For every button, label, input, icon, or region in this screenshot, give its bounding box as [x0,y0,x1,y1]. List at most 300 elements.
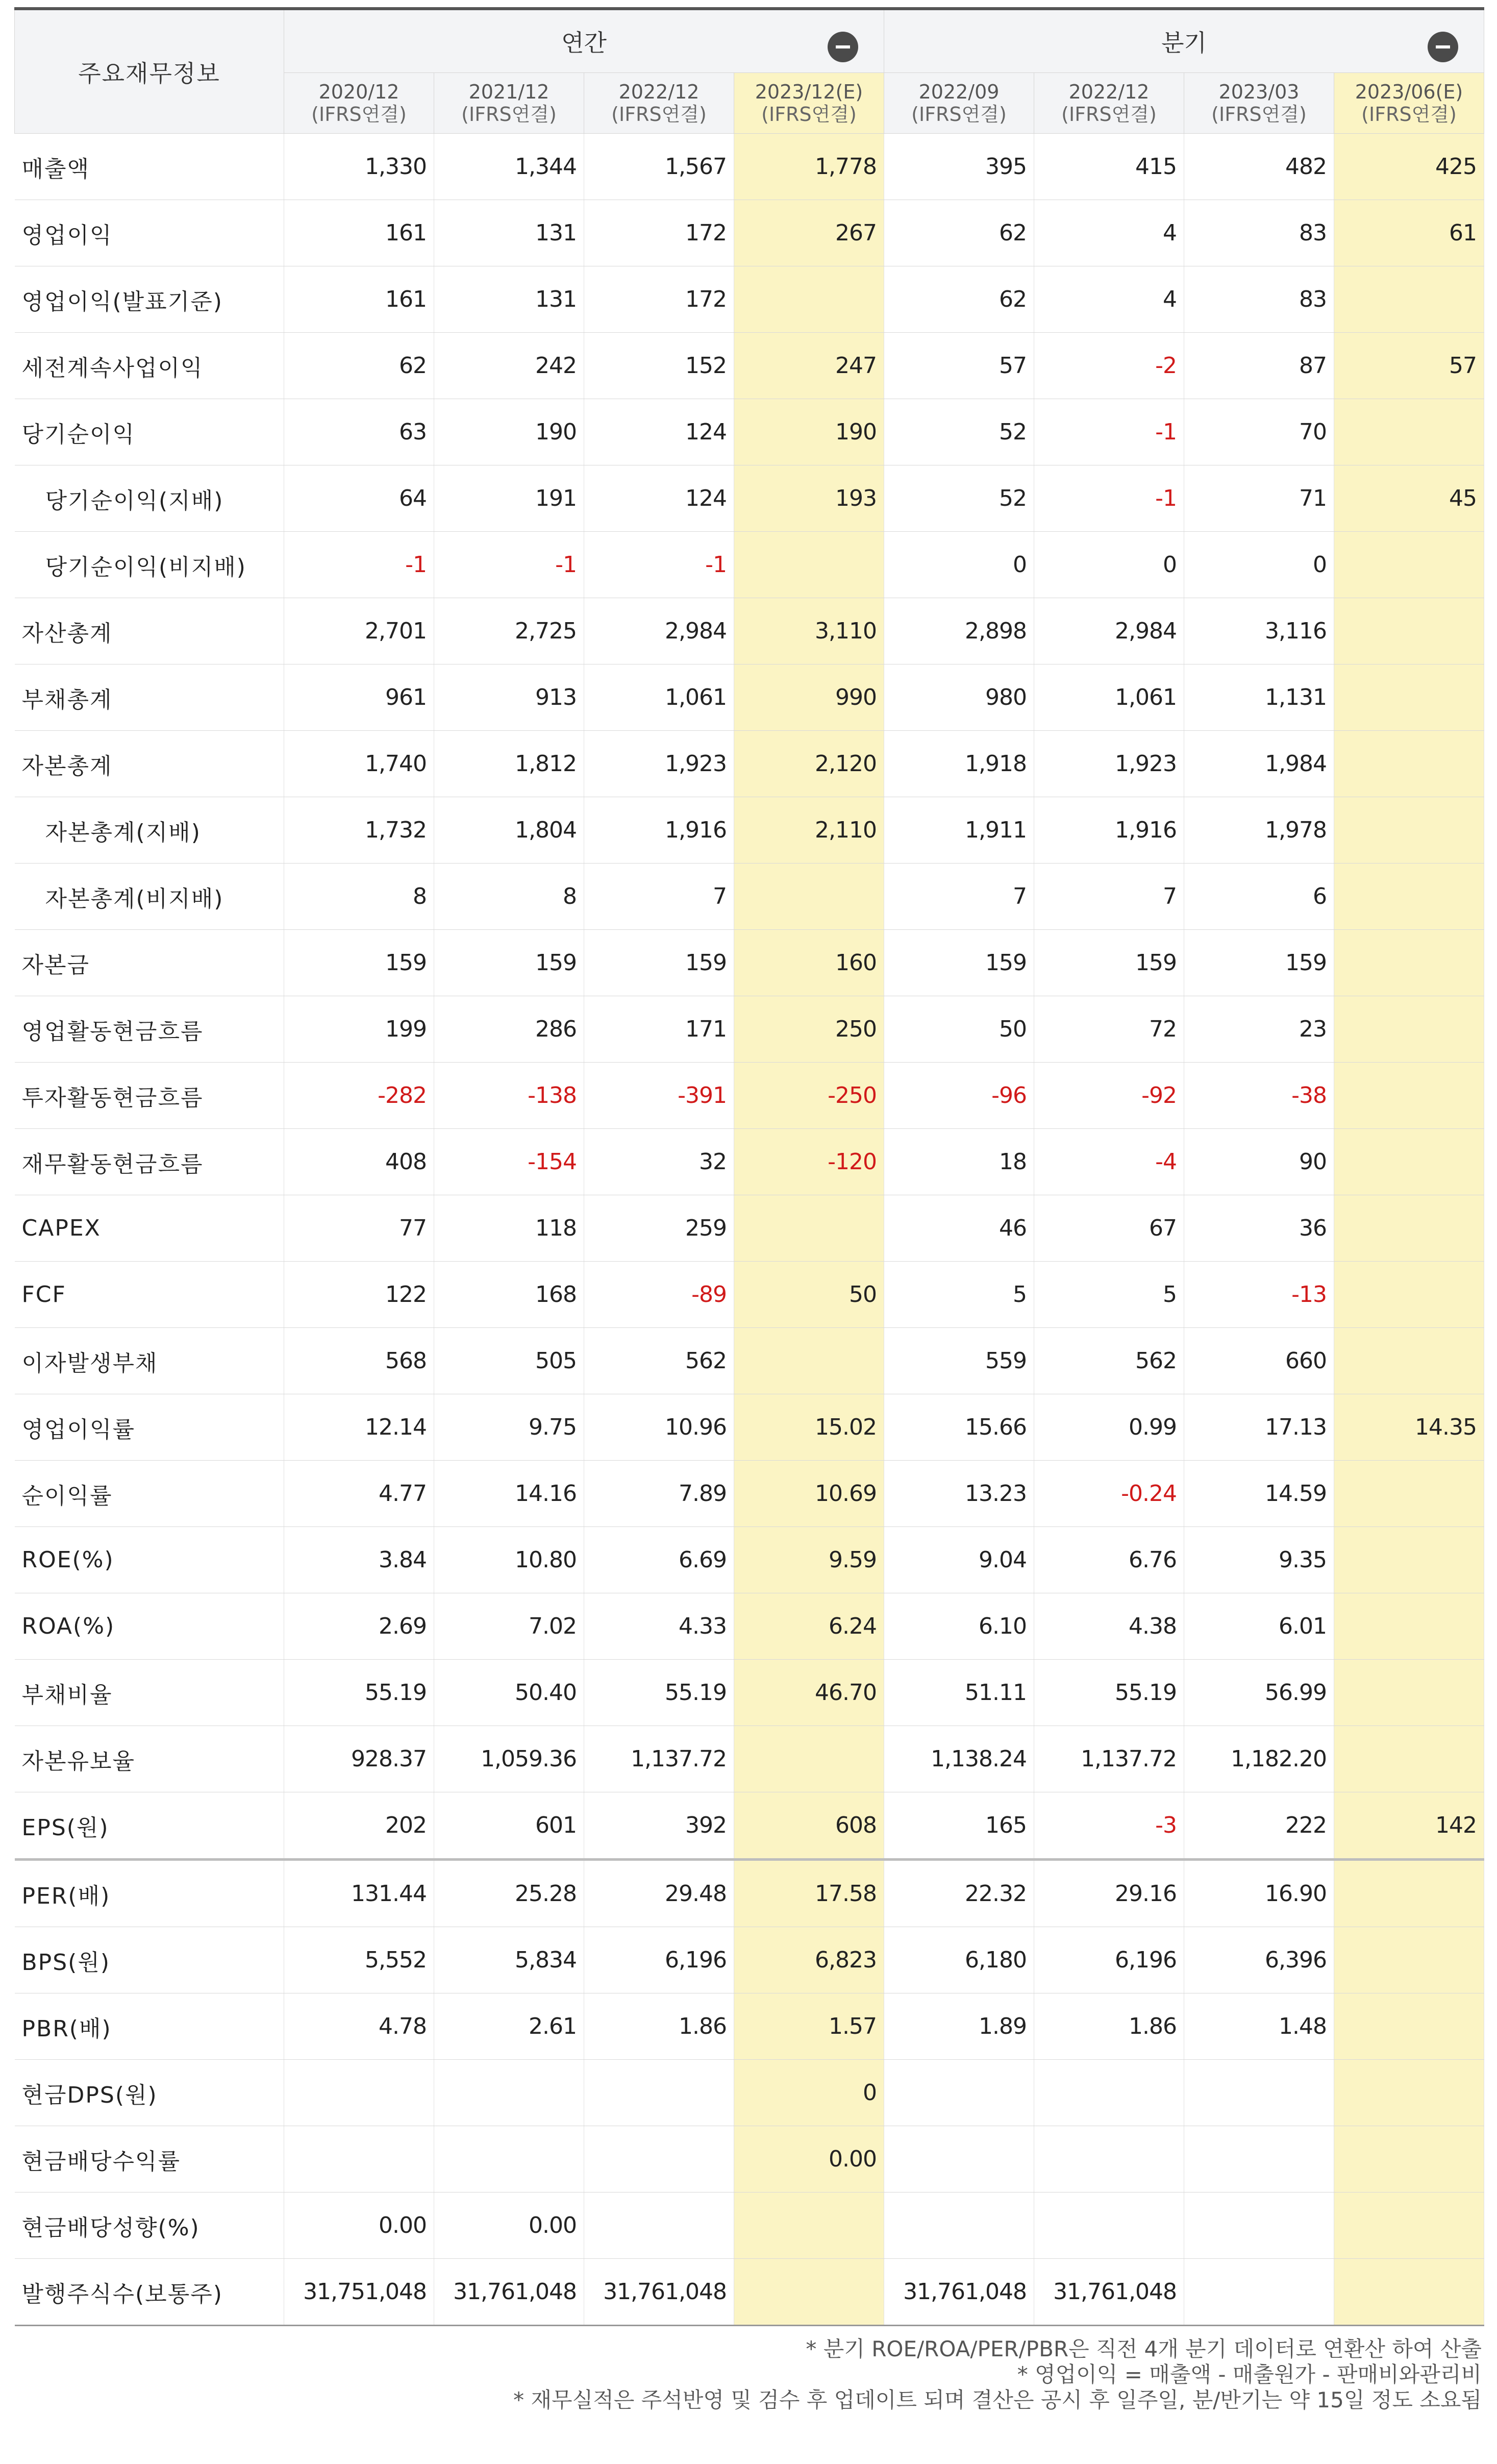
table-cell: 165 [884,1792,1034,1860]
table-cell: 172 [584,200,734,266]
table-row [15,1860,1484,1927]
table-cell: 0 [884,532,1034,598]
table-cell: 6.01 [1184,1593,1334,1660]
table-cell: 14.35 [1334,1394,1484,1461]
table-cell: 52 [884,465,1034,532]
table-row [15,532,1484,598]
period-date: 2023/03 [1218,81,1300,103]
table-cell [1334,1328,1484,1394]
period-basis: (IFRS연결) [911,103,1007,126]
table-cell: -1 [584,532,734,598]
row-label: 자본총계(지배) [15,797,284,864]
row-label: 영업이익률 [15,1394,284,1461]
table-cell: 124 [584,399,734,465]
table-cell: 159 [1034,930,1184,996]
table-cell: 8 [284,864,434,930]
table-cell: 160 [734,930,884,996]
period-header [1184,73,1334,134]
table-cell: 10.80 [434,1527,584,1593]
table-cell: 3,116 [1184,598,1334,664]
table-cell: 4.77 [284,1461,434,1527]
table-cell [1334,1129,1484,1195]
table-cell: 247 [734,333,884,399]
table-cell: 1,804 [434,797,584,864]
table-cell: 46 [884,1195,1034,1262]
table-cell: 67 [1034,1195,1184,1262]
table-cell [1334,797,1484,864]
table-cell: 2,898 [884,598,1034,664]
row-label: 당기순이익(지배) [15,465,284,532]
table-cell [734,266,884,333]
table-cell: 3,110 [734,598,884,664]
table-cell [284,2060,434,2126]
table-cell: 15.66 [884,1394,1034,1461]
annual-label: 연간 [561,29,607,57]
table-cell: 199 [284,996,434,1063]
table-cell: 83 [1184,200,1334,266]
table-cell [1334,1195,1484,1262]
table-cell: 1,923 [1034,731,1184,797]
table-cell: 1,911 [884,797,1034,864]
table-cell [1334,1461,1484,1527]
table-cell: 1,137.72 [1034,1726,1184,1792]
table-cell [1334,664,1484,731]
table-cell: -1 [1034,399,1184,465]
table-row [15,1726,1484,1792]
table-cell: 0 [1034,532,1184,598]
period-date: 2022/09 [918,81,1000,103]
table-cell: 2,725 [434,598,584,664]
period-basis: (IFRS연결) [761,103,857,126]
row-label: 현금배당성향(%) [15,2192,284,2259]
table-cell [734,532,884,598]
table-cell: 36 [1184,1195,1334,1262]
table-cell: 83 [1184,266,1334,333]
row-label: 영업이익(발표기준) [15,266,284,333]
table-cell: 161 [284,200,434,266]
table-cell: 55.19 [1034,1660,1184,1726]
table-cell [734,864,884,930]
table-row [15,1927,1484,1993]
table-cell: 90 [1184,1129,1334,1195]
financial-summary [14,7,1484,2413]
table-cell: -1 [284,532,434,598]
table-row [15,134,1484,200]
quarter-label: 분기 [1161,29,1207,57]
table-cell: 1,812 [434,731,584,797]
table-cell: 131.44 [284,1860,434,1927]
table-cell: 1.48 [1184,1993,1334,2060]
table-row [15,1129,1484,1195]
table-cell: 23 [1184,996,1334,1063]
table-cell: 2,110 [734,797,884,864]
table-row [15,200,1484,266]
table-cell: 12.14 [284,1394,434,1461]
table-cell [584,2192,734,2259]
table-cell [1184,2192,1334,2259]
table-row [15,1328,1484,1394]
table-cell: 408 [284,1129,434,1195]
table-cell [1334,2259,1484,2326]
table-cell: 1,916 [584,797,734,864]
table-row [15,930,1484,996]
table-cell: 6,396 [1184,1927,1334,1993]
table-cell: 2.69 [284,1593,434,1660]
table-cell: 286 [434,996,584,1063]
table-row [15,1063,1484,1129]
table-cell: 6,823 [734,1927,884,1993]
table-cell: 46.70 [734,1660,884,1726]
period-header [1334,73,1484,134]
table-cell [1334,1527,1484,1593]
row-label: 현금배당수익률 [15,2126,284,2192]
table-row [15,1660,1484,1726]
table-cell: 61 [1334,200,1484,266]
corner-label: 주요재무정보 [15,9,284,134]
table-cell: 1,916 [1034,797,1184,864]
table-cell: 6.24 [734,1593,884,1660]
table-cell: 31,761,048 [434,2259,584,2326]
table-cell: 29.48 [584,1860,734,1927]
table-cell [284,2126,434,2192]
row-label: PER(배) [15,1860,284,1927]
table-cell: 2,120 [734,731,884,797]
table-cell: 559 [884,1328,1034,1394]
table-cell: 62 [884,266,1034,333]
table-cell [1334,2060,1484,2126]
period-header [584,73,734,134]
table-cell: 1,061 [1034,664,1184,731]
table-cell: 70 [1184,399,1334,465]
table-cell: 55.19 [584,1660,734,1726]
table-cell: 7.02 [434,1593,584,1660]
table-cell: 72 [1034,996,1184,1063]
table-cell [1184,2126,1334,2192]
row-label: 영업이익 [15,200,284,266]
table-cell: 601 [434,1792,584,1860]
table-row [15,1593,1484,1660]
row-label: 당기순이익(비지배) [15,532,284,598]
table-cell: 10.69 [734,1461,884,1527]
table-cell [734,1195,884,1262]
table-cell: 7 [584,864,734,930]
table-cell [1334,1262,1484,1328]
row-label: 자산총계 [15,598,284,664]
table-cell: 1,182.20 [1184,1726,1334,1792]
table-cell: 77 [284,1195,434,1262]
table-cell [584,2060,734,2126]
table-cell [1184,2259,1334,2326]
table-cell: 15.02 [734,1394,884,1461]
annual-group-header [284,9,884,73]
table-cell [884,2192,1034,2259]
table-cell: 395 [884,134,1034,200]
table-cell: 9.04 [884,1527,1034,1593]
table-cell: 29.16 [1034,1860,1184,1927]
table-cell [1334,731,1484,797]
period-date: 2022/12 [618,81,700,103]
table-cell: 31,761,048 [1034,2259,1184,2326]
table-cell: 259 [584,1195,734,1262]
table-cell: 6,196 [584,1927,734,1993]
table-cell: 202 [284,1792,434,1860]
row-label: BPS(원) [15,1927,284,1993]
table-cell: 392 [584,1792,734,1860]
table-cell [1034,2060,1184,2126]
table-cell: -89 [584,1262,734,1328]
table-cell [1034,2126,1184,2192]
table-cell: 16.90 [1184,1860,1334,1927]
table-cell: 6.10 [884,1593,1034,1660]
annual-collapse-icon[interactable] [828,32,858,62]
table-cell: 14.16 [434,1461,584,1527]
row-label: 순이익률 [15,1461,284,1527]
table-cell: 159 [884,930,1034,996]
row-label: 당기순이익 [15,399,284,465]
table-cell: -38 [1184,1063,1334,1129]
table-cell: 50 [734,1262,884,1328]
table-cell: 6,180 [884,1927,1034,1993]
table-cell [1334,1726,1484,1792]
table-row [15,465,1484,532]
row-label: 투자활동현금흐름 [15,1063,284,1129]
table-cell: 0.00 [284,2192,434,2259]
table-row [15,1195,1484,1262]
table-cell [1334,266,1484,333]
row-label: 현금DPS(원) [15,2060,284,2126]
table-cell: 505 [434,1328,584,1394]
table-row [15,266,1484,333]
table-cell: 1,923 [584,731,734,797]
table-row [15,1993,1484,2060]
table-cell [1334,1927,1484,1993]
table-cell: 1,131 [1184,664,1334,731]
table-cell: 1,061 [584,664,734,731]
table-cell: 7 [884,864,1034,930]
period-date: 2022/12 [1068,81,1150,103]
table-cell: 124 [584,465,734,532]
table-cell: 161 [284,266,434,333]
table-cell: 10.96 [584,1394,734,1461]
table-cell: 6,196 [1034,1927,1184,1993]
table-row [15,1394,1484,1461]
table-cell: 222 [1184,1792,1334,1860]
table-cell: 71 [1184,465,1334,532]
quarter-group-header [884,9,1484,73]
table-cell: 57 [884,333,1034,399]
table-row [15,399,1484,465]
table-cell [584,2126,734,2192]
table-row [15,731,1484,797]
table-cell: 1,137.72 [584,1726,734,1792]
table-cell: 7.89 [584,1461,734,1527]
table-cell [1334,930,1484,996]
table-cell: 415 [1034,134,1184,200]
table-cell: -0.24 [1034,1461,1184,1527]
table-cell: 62 [884,200,1034,266]
table-cell: 159 [284,930,434,996]
table-cell: 118 [434,1195,584,1262]
table-cell: 5 [1034,1262,1184,1328]
row-label: PBR(배) [15,1993,284,2060]
table-row [15,1527,1484,1593]
table-cell: 45 [1334,465,1484,532]
table-cell: -120 [734,1129,884,1195]
table-cell: 1,978 [1184,797,1334,864]
period-basis: (IFRS연결) [311,103,407,126]
table-cell: 7 [1034,864,1184,930]
table-cell: 4 [1034,266,1184,333]
quarter-collapse-icon[interactable] [1428,32,1458,62]
table-cell [1334,864,1484,930]
table-cell: 55.19 [284,1660,434,1726]
table-cell: 425 [1334,134,1484,200]
table-cell: 0 [734,2060,884,2126]
table-cell [1334,532,1484,598]
table-cell: 64 [284,465,434,532]
table-cell [734,1726,884,1792]
table-cell: 51.11 [884,1660,1034,1726]
table-cell [1334,996,1484,1063]
table-row [15,1262,1484,1328]
period-basis: (IFRS연결) [1361,103,1457,126]
footnote: * 분기 ROE/ROA/PER/PBR은 직전 4개 분기 데이터로 연환산 하여 산출 [806,2336,1482,2361]
table-cell: 1,778 [734,134,884,200]
table-cell: 152 [584,333,734,399]
table-cell: 660 [1184,1328,1334,1394]
table-cell: -96 [884,1063,1034,1129]
table-cell: 191 [434,465,584,532]
table-cell: 1,059.36 [434,1726,584,1792]
table-cell: 9.35 [1184,1527,1334,1593]
table-cell: -154 [434,1129,584,1195]
footnote: * 재무실적은 주석반영 및 검수 후 업데이트 되며 결산은 공시 후 일주일, 분/반기는 약 15일 정도 소요됨 [513,2387,1482,2412]
table-cell: 13.23 [884,1461,1034,1527]
financial-table [14,7,1484,2326]
table-row [15,2259,1484,2326]
footnote: * 영업이익 = 매출액 - 매출원가 - 판매비와관리비 [1017,2362,1482,2387]
table-cell: 1,918 [884,731,1034,797]
table-cell: 482 [1184,134,1334,200]
table-cell: 8 [434,864,584,930]
row-label: FCF [15,1262,284,1328]
table-cell: -250 [734,1063,884,1129]
table-cell [884,2126,1034,2192]
table-cell: 5,552 [284,1927,434,1993]
table-cell: 1.86 [1034,1993,1184,2060]
table-row [15,996,1484,1063]
table-cell: 131 [434,266,584,333]
table-cell: 1.57 [734,1993,884,2060]
table-cell: 190 [734,399,884,465]
table-cell: 1,740 [284,731,434,797]
table-cell: 2.61 [434,1993,584,2060]
row-label: 재무활동현금흐름 [15,1129,284,1195]
period-date: 2023/12(E) [755,81,863,103]
table-cell: 562 [584,1328,734,1394]
table-cell: 1,344 [434,134,584,200]
table-cell: 14.59 [1184,1461,1334,1527]
table-cell: -13 [1184,1262,1334,1328]
table-cell [1334,598,1484,664]
table-cell: 990 [734,664,884,731]
table-cell [1334,399,1484,465]
table-cell: 131 [434,200,584,266]
table-cell: 159 [434,930,584,996]
table-cell: -1 [434,532,584,598]
table-cell: 50.40 [434,1660,584,1726]
table-cell [1334,1063,1484,1129]
period-basis: (IFRS연결) [611,103,707,126]
table-cell: 4.33 [584,1593,734,1660]
table-cell [1184,2060,1334,2126]
table-cell [1334,2126,1484,2192]
table-cell: 0 [1184,532,1334,598]
row-label: 부채총계 [15,664,284,731]
table-cell: 1,732 [284,797,434,864]
period-basis: (IFRS연결) [1061,103,1157,126]
table-cell: 4.38 [1034,1593,1184,1660]
table-cell: -92 [1034,1063,1184,1129]
table-cell: -2 [1034,333,1184,399]
table-cell: 1.89 [884,1993,1034,2060]
table-cell: 3.84 [284,1527,434,1593]
row-label: 세전계속사업이익 [15,333,284,399]
table-cell: 562 [1034,1328,1184,1394]
table-cell: 961 [284,664,434,731]
period-date: 2023/06(E) [1355,81,1463,103]
table-row [15,1461,1484,1527]
table-cell: 22.32 [884,1860,1034,1927]
table-row [15,2060,1484,2126]
table-row [15,664,1484,731]
row-label: ROE(%) [15,1527,284,1593]
table-cell [1034,2192,1184,2259]
table-cell: 913 [434,664,584,731]
table-cell: 2,984 [1034,598,1184,664]
table-cell: -282 [284,1063,434,1129]
table-cell [1334,1860,1484,1927]
table-cell: 57 [1334,333,1484,399]
table-cell: 6.69 [584,1527,734,1593]
table-cell: 9.59 [734,1527,884,1593]
table-cell [434,2126,584,2192]
table-cell: -1 [1034,465,1184,532]
table-cell: 1,984 [1184,731,1334,797]
table-cell: 190 [434,399,584,465]
period-header [884,73,1034,134]
period-date: 2021/12 [468,81,550,103]
period-header [734,73,884,134]
table-cell: 17.58 [734,1860,884,1927]
table-cell: 63 [284,399,434,465]
table-cell: -4 [1034,1129,1184,1195]
period-header [434,73,584,134]
table-cell: 31,751,048 [284,2259,434,2326]
table-cell: 56.99 [1184,1660,1334,1726]
table-cell: 172 [584,266,734,333]
table-cell: 928.37 [284,1726,434,1792]
table-cell: 17.13 [1184,1394,1334,1461]
table-row [15,2192,1484,2259]
period-date: 2020/12 [318,81,400,103]
table-cell: -138 [434,1063,584,1129]
table-cell: 5 [884,1262,1034,1328]
table-cell: 0.99 [1034,1394,1184,1461]
table-cell: 171 [584,996,734,1063]
table-cell [434,2060,584,2126]
row-label: 부채비율 [15,1660,284,1726]
